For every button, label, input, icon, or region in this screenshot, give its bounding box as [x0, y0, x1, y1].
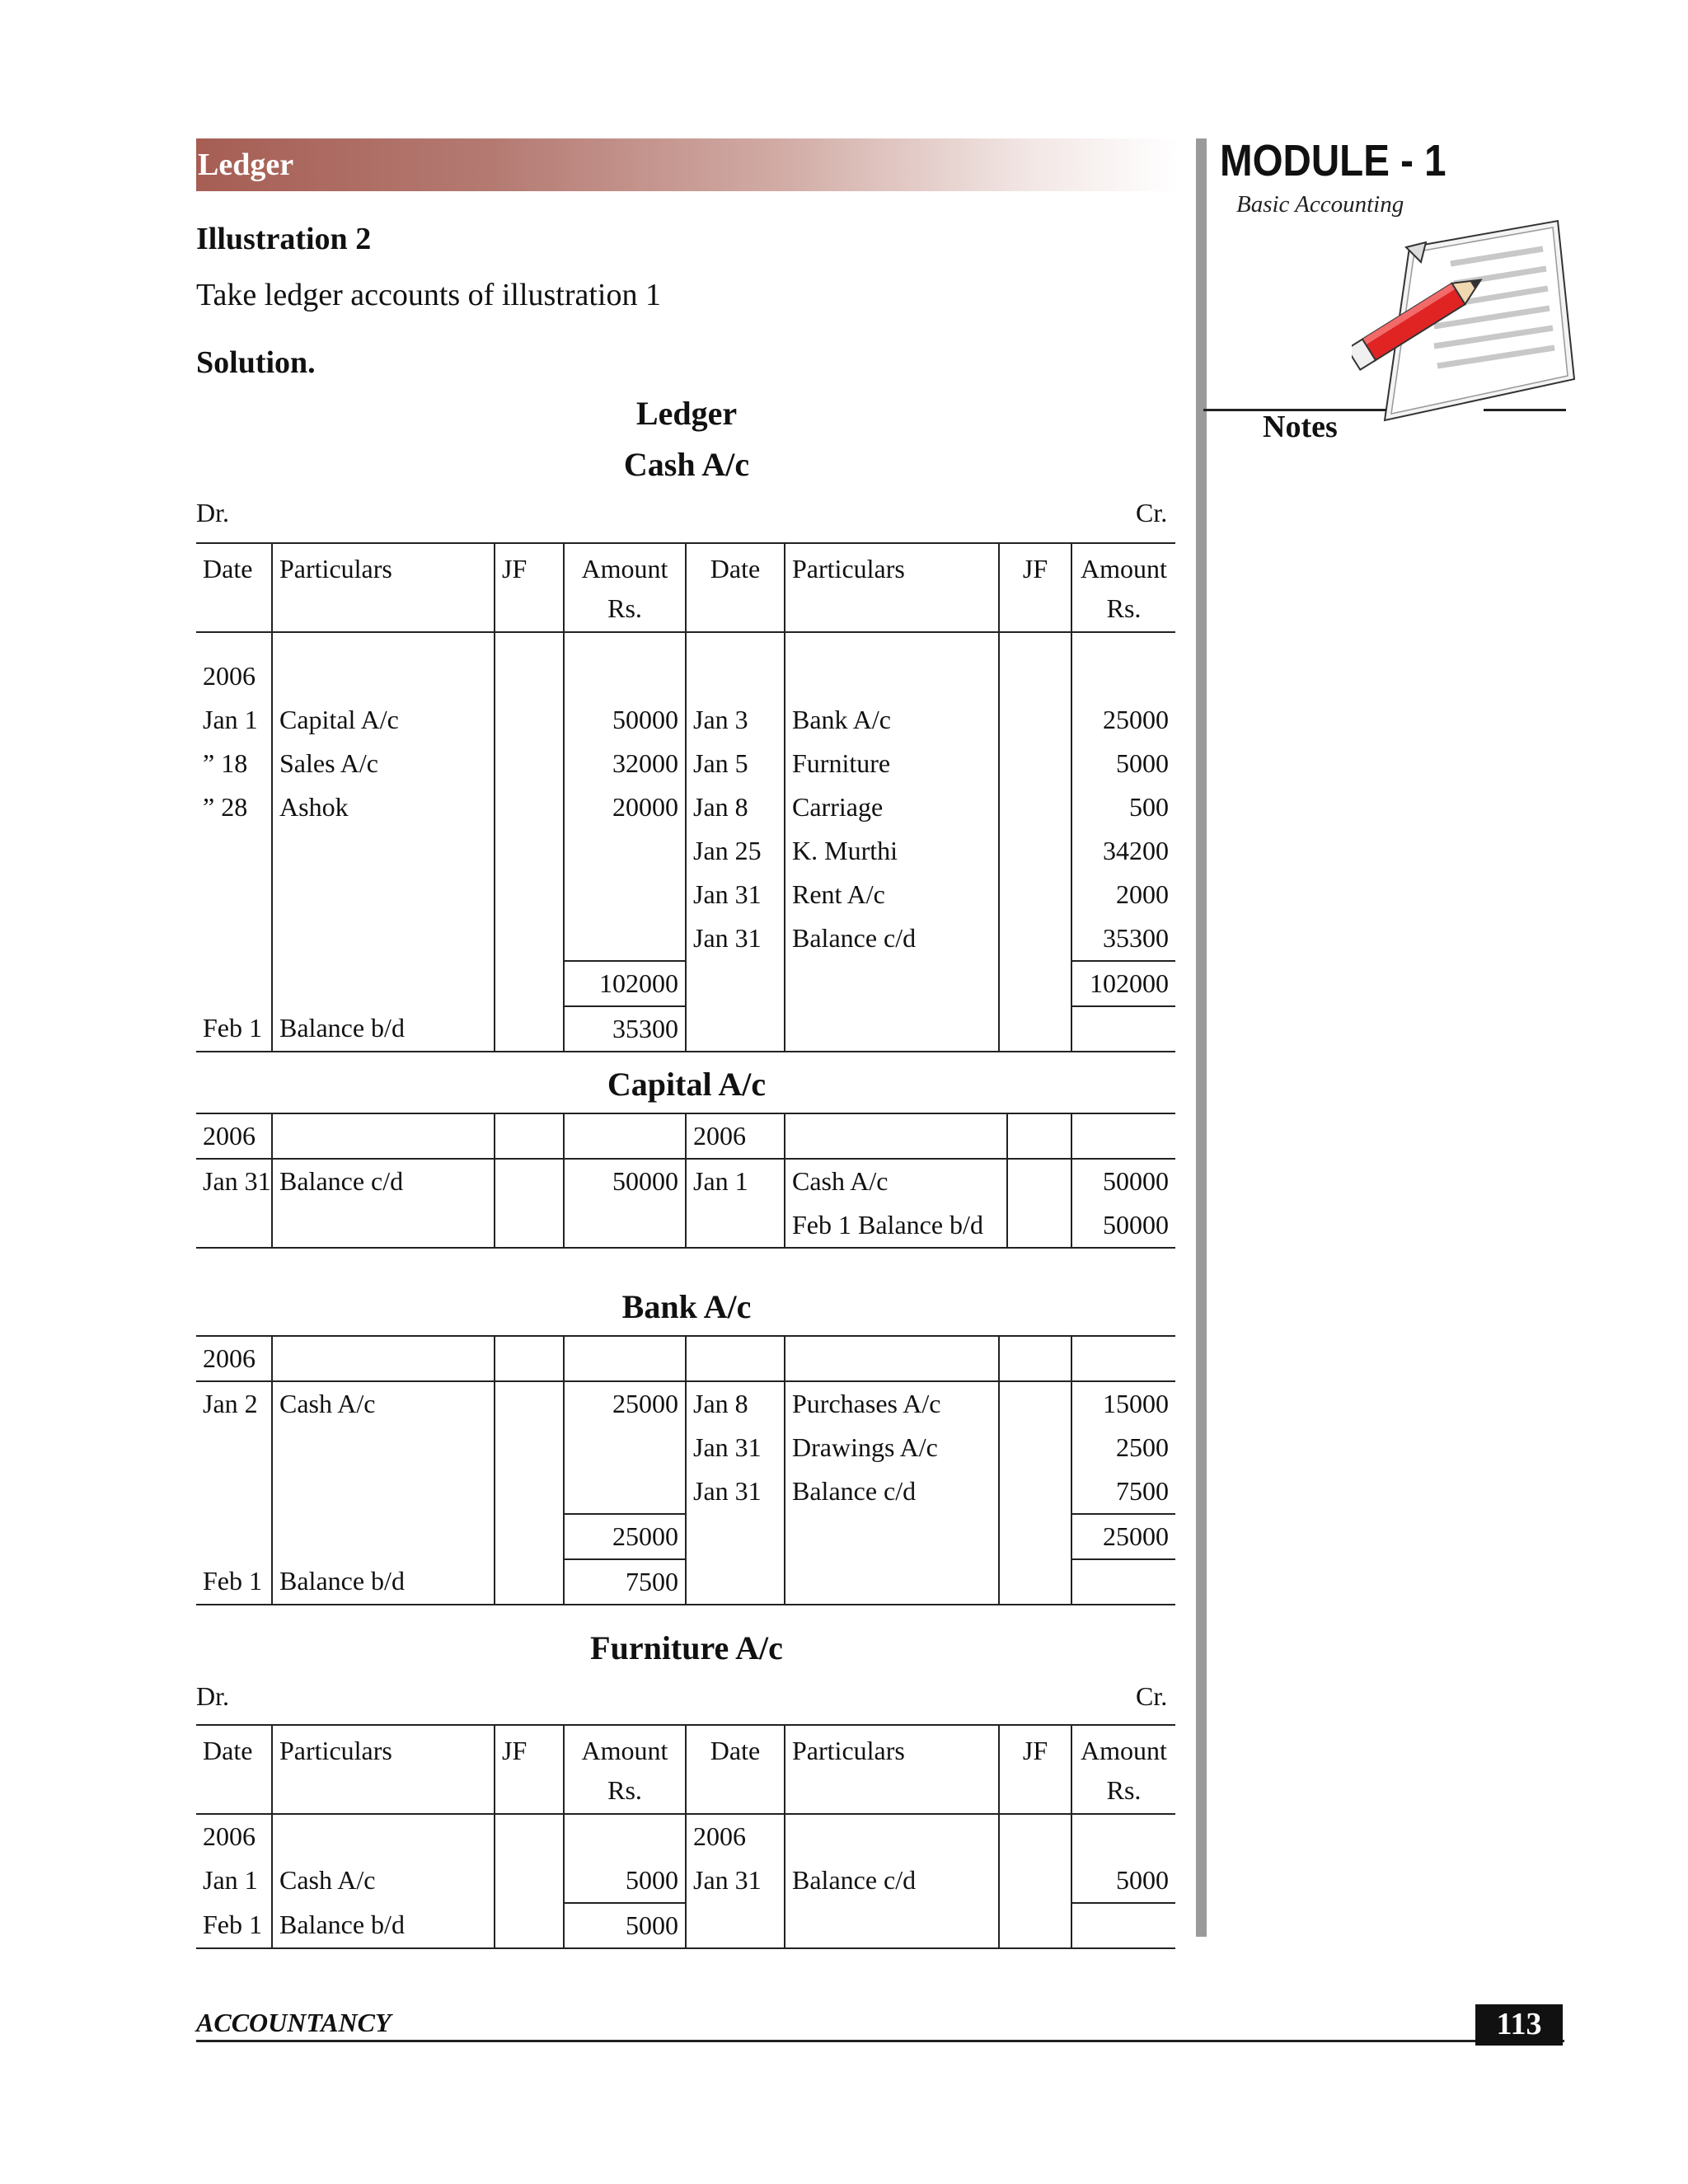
table-header-row	[196, 1725, 1175, 1774]
header-rs: Rs.	[1071, 592, 1175, 632]
amount-cell: 7500	[564, 1559, 686, 1605]
header-particulars: Particulars	[785, 543, 999, 592]
header-particulars: Particulars	[272, 1725, 495, 1774]
amount-cell: 7500	[1071, 1469, 1175, 1514]
table-header-row	[196, 543, 1175, 592]
year-cell: 2006	[196, 1336, 272, 1381]
header-date: Date	[686, 543, 785, 592]
header-rs: Rs.	[1071, 1774, 1175, 1814]
table-row	[196, 1426, 1175, 1469]
bank-account-title: Bank A/c	[621, 1288, 752, 1325]
table-row	[196, 1559, 1175, 1605]
date-cell: Jan 8	[686, 1381, 785, 1426]
date-cell: Jan 1	[203, 1865, 258, 1895]
year-cell: 2006	[686, 1814, 785, 1858]
amount-cell: 35300	[1071, 916, 1175, 961]
table-row	[196, 1203, 1175, 1248]
header-jf: JF	[495, 543, 564, 592]
date-cell: Jan 5	[686, 742, 785, 785]
amount-cell: 32000	[564, 742, 686, 785]
table-row	[196, 698, 1175, 742]
particulars-cell: Capital A/c	[272, 698, 495, 742]
total-row	[196, 961, 1175, 1006]
table-row	[196, 742, 1175, 785]
amount-cell: 50000	[1071, 1159, 1175, 1203]
particulars-cell: Balance b/d	[272, 1006, 495, 1052]
amount-cell: 34200	[1071, 829, 1175, 873]
particulars-cell: Balance c/d	[785, 1858, 999, 1903]
amount-cell: 5000	[1071, 742, 1175, 785]
amount-cell: 5000	[1071, 1858, 1175, 1903]
table-row	[196, 1336, 1175, 1381]
footer-subject: ACCOUNTANCY	[196, 2008, 392, 2037]
date-cell: Feb 1	[196, 1559, 272, 1605]
table-row	[196, 1469, 1175, 1514]
header-amount: Amount	[564, 1725, 686, 1774]
section-header-title: Ledger	[198, 148, 294, 182]
particulars-cell: Feb 1 Balance b/d	[785, 1203, 1007, 1248]
cash-cr-label: Cr.	[1136, 498, 1168, 527]
illustration-text: Take ledger accounts of illustration 1	[196, 278, 661, 312]
date-cell: Jan 31	[203, 1166, 271, 1196]
header-amount: Amount	[1071, 543, 1175, 592]
amount-cell: 500	[1071, 785, 1175, 829]
total-credit: 25000	[1071, 1514, 1175, 1559]
furniture-cr-label: Cr.	[1136, 1681, 1168, 1711]
amount-cell: 25000	[564, 1381, 686, 1426]
particulars-cell: Drawings A/c	[785, 1426, 999, 1469]
year-cell: 2006	[196, 1113, 272, 1159]
particulars-cell: Furniture	[785, 742, 999, 785]
date-cell: Jan 1	[203, 705, 258, 734]
particulars-cell: Balance c/d	[785, 916, 999, 961]
particulars-cell: Bank A/c	[785, 698, 999, 742]
table-row	[196, 1006, 1175, 1052]
table-row	[196, 829, 1175, 873]
amount-cell: 20000	[564, 785, 686, 829]
particulars-cell: Balance b/d	[272, 1559, 495, 1605]
date-cell: Jan 8	[686, 785, 785, 829]
total-debit: 102000	[564, 961, 686, 1006]
section-header-bar	[196, 138, 1179, 191]
year-cell: 2006	[203, 1821, 256, 1851]
particulars-cell: Balance b/d	[272, 1903, 495, 1948]
header-jf: JF	[999, 543, 1071, 592]
table-row	[196, 654, 1175, 698]
module-subtitle: Basic Accounting	[1236, 191, 1404, 218]
furniture-account-title: Furniture A/c	[590, 1629, 783, 1666]
amount-cell: 25000	[1071, 698, 1175, 742]
table-row	[196, 1814, 1175, 1858]
header-date: Date	[686, 1725, 785, 1774]
table-row	[196, 916, 1175, 961]
capital-account-title: Capital A/c	[607, 1066, 767, 1103]
amount-cell: 50000	[564, 698, 686, 742]
amount-cell: 2500	[1071, 1426, 1175, 1469]
table-row	[196, 1903, 1175, 1948]
particulars-cell: Cash A/c	[272, 1858, 495, 1903]
date-cell: Jan 25	[686, 829, 785, 873]
module-title: MODULE - 1	[1220, 136, 1447, 185]
table-header-row	[196, 592, 1175, 632]
date-cell: Feb 1	[196, 1006, 272, 1052]
date-cell: Jan 31	[686, 873, 785, 916]
cash-dr-label: Dr.	[196, 498, 229, 527]
header-amount: Amount	[564, 543, 686, 592]
particulars-cell: Sales A/c	[272, 742, 495, 785]
header-particulars: Particulars	[272, 543, 495, 592]
amount-cell: 5000	[564, 1858, 686, 1903]
header-rs: Rs.	[564, 592, 686, 632]
particulars-cell: Carriage	[785, 785, 999, 829]
header-amount: Amount	[1071, 1725, 1175, 1774]
solution-label: Solution.	[196, 345, 316, 380]
ledger-title: Ledger	[635, 395, 738, 432]
year-cell: 2006	[203, 661, 256, 691]
table-row	[196, 1113, 1175, 1159]
table-header-row	[196, 1774, 1175, 1814]
amount-cell: 35300	[564, 1006, 686, 1052]
particulars-cell: Balance c/d	[272, 1159, 495, 1203]
year-cell: 2006	[686, 1113, 785, 1159]
date-cell: Feb 1	[196, 1903, 272, 1948]
particulars-cell: Balance c/d	[785, 1469, 999, 1514]
particulars-cell: Ashok	[272, 785, 495, 829]
header-rs: Rs.	[564, 1774, 686, 1814]
date-cell: Jan 31	[686, 1426, 785, 1469]
header-particulars: Particulars	[785, 1725, 999, 1774]
particulars-cell: Rent A/c	[785, 873, 999, 916]
furniture-dr-label: Dr.	[196, 1681, 229, 1711]
date-cell: ” 28	[203, 792, 248, 822]
date-cell: Jan 31	[686, 916, 785, 961]
notes-rule-right	[1484, 409, 1566, 411]
amount-cell: 5000	[564, 1903, 686, 1948]
footer-rule	[196, 2040, 1564, 2042]
date-cell: Jan 31	[686, 1469, 785, 1514]
illustration-title: Illustration 2	[196, 222, 372, 256]
total-row	[196, 1514, 1175, 1559]
amount-cell: 2000	[1071, 873, 1175, 916]
amount-cell: 15000	[1071, 1381, 1175, 1426]
total-credit: 102000	[1071, 961, 1175, 1006]
table-row	[196, 1381, 1175, 1426]
header-date: Date	[196, 543, 272, 592]
header-jf: JF	[495, 1725, 564, 1774]
header-jf: JF	[999, 1725, 1071, 1774]
particulars-cell: Cash A/c	[785, 1159, 1007, 1203]
header-date: Date	[196, 1725, 272, 1774]
cash-account-table	[196, 542, 1175, 1052]
particulars-cell: Purchases A/c	[785, 1381, 999, 1426]
furniture-account-table	[196, 1724, 1175, 1949]
table-row	[196, 873, 1175, 916]
table-row	[196, 1858, 1175, 1903]
bank-account-table	[196, 1335, 1175, 1605]
page-number: 113	[1475, 2004, 1563, 2046]
amount-cell: 50000	[1071, 1203, 1175, 1248]
table-row	[196, 1159, 1175, 1203]
date-cell: Jan 1	[686, 1159, 785, 1203]
date-cell	[686, 1203, 785, 1248]
notes-label: Notes	[1263, 410, 1338, 444]
particulars-cell: Cash A/c	[272, 1381, 495, 1426]
table-row	[196, 785, 1175, 829]
capital-account-table	[196, 1113, 1175, 1249]
particulars-cell: K. Murthi	[785, 829, 999, 873]
date-cell: Jan 3	[686, 698, 785, 742]
date-cell: Jan 2	[203, 1389, 258, 1418]
date-cell: ” 18	[203, 748, 248, 778]
date-cell: Jan 31	[686, 1858, 785, 1903]
notes-pencil-icon	[1352, 214, 1582, 453]
cash-account-title: Cash A/c	[623, 446, 750, 483]
total-debit: 25000	[564, 1514, 686, 1559]
amount-cell: 50000	[564, 1159, 686, 1203]
